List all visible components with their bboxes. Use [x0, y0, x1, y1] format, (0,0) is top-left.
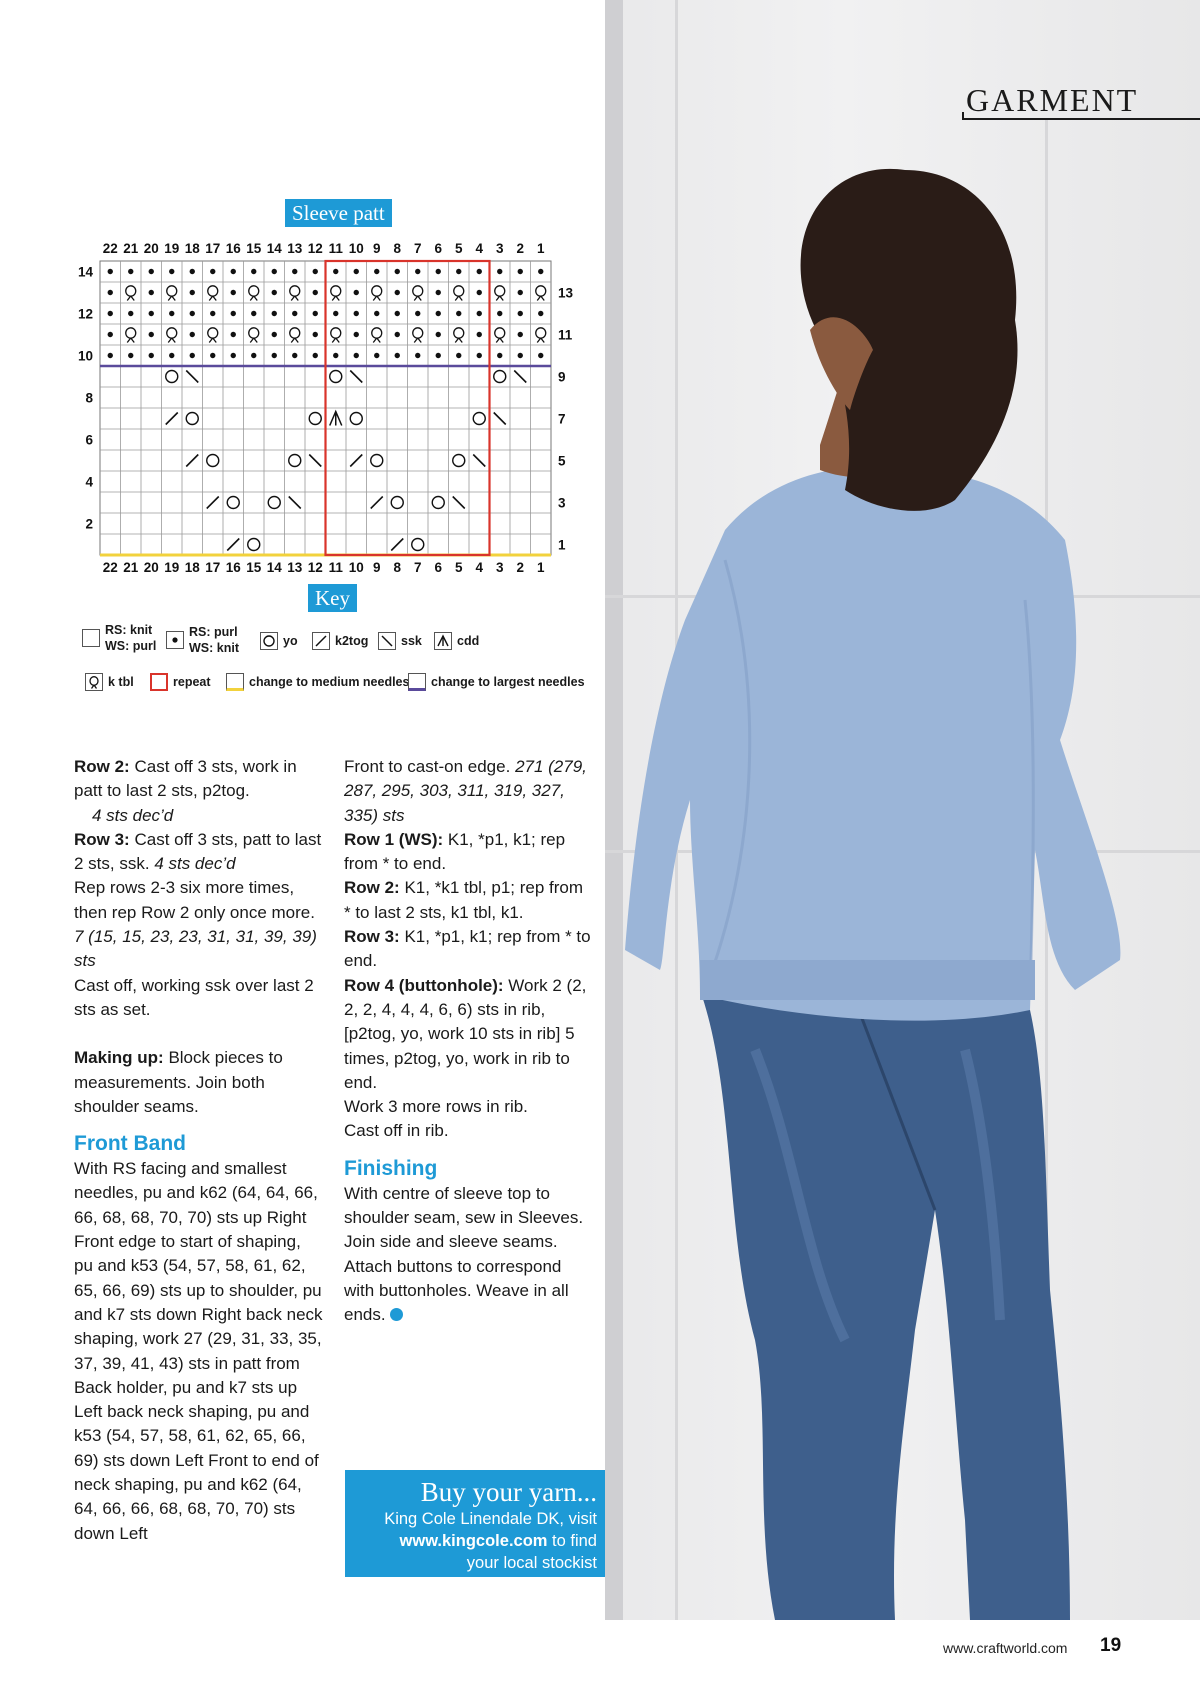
- section-title: GARMENT: [966, 82, 1139, 118]
- continued-text: Front to cast-on edge. 271 (279, 287, 295, 303, 311, 319, 327, 335) sts: [344, 757, 587, 825]
- purl-dot: [415, 311, 420, 316]
- purl-dot: [231, 290, 236, 295]
- chart-row-label: 10: [77, 348, 93, 364]
- chart-column-label: 20: [143, 241, 159, 256]
- purl-dot: [333, 311, 338, 316]
- purl-dot: [518, 311, 523, 316]
- purl-dot: [354, 311, 359, 316]
- purl-dot: [231, 332, 236, 337]
- chart-column-label: 7: [413, 560, 422, 575]
- rib-row1: Row 1 (WS): K1, *p1, k1; rep from * to end.: [344, 829, 566, 874]
- chart-row-label: 1: [558, 537, 566, 553]
- chart-column-label: 4: [475, 560, 484, 575]
- key-repeat: repeat: [150, 673, 211, 691]
- chart-column-label: 12: [307, 560, 323, 575]
- purl-dot: [415, 269, 420, 274]
- dot-icon: [166, 631, 184, 649]
- kingcole-link[interactable]: www.kingcole.com: [399, 1532, 548, 1550]
- chart-row-label: 12: [77, 306, 93, 322]
- chart-column-label: 15: [246, 560, 262, 575]
- purl-dot: [354, 353, 359, 358]
- purl-dot: [538, 269, 543, 274]
- purl-dot: [538, 353, 543, 358]
- chart-column-label: 11: [328, 241, 343, 256]
- purl-dot: [497, 269, 502, 274]
- chart-row-label: 8: [85, 390, 93, 406]
- front-band-heading: Front Band: [74, 1132, 186, 1156]
- more-rows: Work 3 more rows in rib.: [344, 1097, 528, 1117]
- buy-yarn-title: Buy your yarn...: [420, 1477, 597, 1507]
- footer-url[interactable]: www.craftworld.com: [943, 1640, 1068, 1656]
- chart-column-label: 6: [434, 241, 443, 256]
- front-band-text: With RS facing and smallest needles, pu and k62 (64, 64, 66, 66, 68, 68, 70, 70) sts up Right Front edge to start of shaping, pu and k53 (54, 57, 58, 61, 62, 65, 66, 69) sts up to shoulder, pu and k7 sts down Right back neck shaping, work 27 (29, 31, 33, 35, 37, 39, 41, 43) sts in patt from Back holder, pu and k7 sts up Left back neck shaping, pu and k53 (54, 57, 58, 61, 62, 65, 66, 69) sts down Left Front to end of neck shaping, pu and k62 (64, 64, 66, 66, 68, 68, 70, 70) sts down Left: [74, 1159, 323, 1543]
- purl-dot: [292, 311, 297, 316]
- purl-dot: [231, 311, 236, 316]
- purl-dot: [108, 290, 113, 295]
- purl-dot: [354, 332, 359, 337]
- chart-column-label: 22: [102, 241, 118, 256]
- purl-dot: [477, 269, 482, 274]
- purl-dot: [395, 290, 400, 295]
- backslash-icon: [378, 632, 396, 650]
- finishing-heading: Finishing: [344, 1156, 438, 1180]
- purl-dot: [272, 332, 277, 337]
- rib-row3: Row 3: K1, *p1, k1; rep from * to end.: [344, 927, 591, 971]
- chart-column-label: 21: [123, 560, 139, 575]
- purl-dot: [374, 353, 379, 358]
- chart-column-label: 1: [536, 241, 545, 256]
- chart-column-label: 8: [393, 241, 402, 256]
- purl-dot: [272, 353, 277, 358]
- purl-dot: [313, 290, 318, 295]
- purl-dot: [395, 311, 400, 316]
- chart-column-label: 11: [328, 560, 343, 575]
- key-knit: RS: knit WS: purl: [82, 622, 156, 654]
- chart-row-label: 14: [77, 264, 93, 280]
- purple-line-icon: [408, 673, 426, 691]
- purl-dot: [292, 353, 297, 358]
- model-photo: [605, 0, 1200, 1620]
- chart-column-label: 18: [184, 241, 200, 256]
- purl-dot: [149, 290, 154, 295]
- chart-column-label: 5: [454, 560, 463, 575]
- caret-icon: [434, 632, 452, 650]
- section-rule-tick: [962, 112, 964, 120]
- chart-column-label: 15: [246, 241, 262, 256]
- chart-column-label: 3: [495, 560, 504, 575]
- chart-row-label: 11: [558, 327, 573, 343]
- slash-icon: [312, 632, 330, 650]
- purl-dot: [354, 269, 359, 274]
- purl-dot: [251, 269, 256, 274]
- purl-dot: [190, 311, 195, 316]
- purl-dot: [190, 353, 195, 358]
- chart-column-label: 14: [266, 241, 282, 256]
- purl-dot: [272, 290, 277, 295]
- purl-dot: [149, 311, 154, 316]
- chart-column-label: 19: [164, 560, 180, 575]
- chart-column-label: 21: [123, 241, 139, 256]
- chart-column-label: 2: [516, 560, 525, 575]
- purl-dot: [210, 311, 215, 316]
- right-column: [344, 755, 594, 1328]
- row2-dec: 4 sts dec’d: [92, 805, 174, 825]
- rep-instruction: Rep rows 2-3 six more times, then rep Row 2 only once more. 7 (15, 15, 23, 23, 31, 31, 39, 39) sts: [74, 878, 317, 971]
- purl-dot: [436, 353, 441, 358]
- purl-dot: [436, 269, 441, 274]
- sleeve-chart: [65, 234, 585, 574]
- row3-instruction: Row 3: Cast off 3 sts, patt to last 2 sts, ssk. 4 sts dec’d: [74, 829, 322, 874]
- purl-dot: [169, 353, 174, 358]
- purl-dot: [436, 311, 441, 316]
- chart-column-label: 19: [164, 241, 180, 256]
- purl-dot: [313, 269, 318, 274]
- purl-dot: [374, 311, 379, 316]
- purl-dot: [231, 269, 236, 274]
- chart-column-label: 13: [287, 241, 303, 256]
- purl-dot: [169, 269, 174, 274]
- twisted-loop-icon: [85, 673, 103, 691]
- cast-off-instruction: Cast off, working ssk over last 2 sts as set.: [74, 975, 314, 1019]
- chart-column-label: 22: [102, 560, 118, 575]
- key-medium-needles: change to medium needles: [226, 673, 409, 691]
- purl-dot: [149, 353, 154, 358]
- purl-dot: [497, 311, 502, 316]
- key-ssk: ssk: [378, 632, 422, 650]
- purl-dot: [108, 353, 113, 358]
- purl-dot: [313, 332, 318, 337]
- chart-column-label: 4: [475, 241, 484, 256]
- chart-title: Sleeve patt: [285, 199, 392, 227]
- purl-dot: [292, 269, 297, 274]
- purl-dot: [518, 269, 523, 274]
- chart-column-label: 14: [266, 560, 282, 575]
- chart-column-label: 17: [205, 241, 221, 256]
- chart-row-label: 2: [85, 516, 93, 532]
- chart-column-label: 2: [516, 241, 525, 256]
- key-title: Key: [308, 584, 357, 612]
- purl-dot: [477, 290, 482, 295]
- key-largest-needles: change to largest needles: [408, 673, 585, 691]
- chart-column-label: 5: [454, 241, 463, 256]
- key-ktbl: k tbl: [85, 673, 134, 691]
- yarn-ball-icon: [390, 1308, 403, 1321]
- purl-dot: [497, 353, 502, 358]
- purl-dot: [436, 290, 441, 295]
- purl-dot: [395, 269, 400, 274]
- row2-instruction: Row 2: Cast off 3 sts, work in patt to last 2 sts, p2tog.: [74, 757, 297, 801]
- purl-dot: [456, 311, 461, 316]
- purl-dot: [354, 290, 359, 295]
- left-column: [74, 755, 324, 1546]
- purl-dot: [477, 332, 482, 337]
- chart-column-label: 3: [495, 241, 504, 256]
- chart-column-label: 16: [225, 560, 241, 575]
- purl-dot: [333, 353, 338, 358]
- purl-dot: [477, 353, 482, 358]
- purl-dot: [456, 269, 461, 274]
- purl-dot: [108, 311, 113, 316]
- purl-dot: [313, 353, 318, 358]
- purl-dot: [395, 332, 400, 337]
- chart-column-label: 8: [393, 560, 402, 575]
- empty-square-icon: [82, 629, 100, 647]
- page-number: 19: [1100, 1635, 1122, 1656]
- purl-dot: [272, 269, 277, 274]
- chart-row-label: 7: [558, 411, 566, 427]
- purl-dot: [395, 353, 400, 358]
- purl-dot: [251, 311, 256, 316]
- purl-dot: [231, 353, 236, 358]
- purl-dot: [169, 311, 174, 316]
- purl-dot: [149, 269, 154, 274]
- purl-dot: [128, 269, 133, 274]
- circle-icon: [260, 632, 278, 650]
- purl-dot: [108, 269, 113, 274]
- chart-column-label: 18: [184, 560, 200, 575]
- purl-dot: [477, 311, 482, 316]
- purl-dot: [190, 332, 195, 337]
- chart-column-label: 1: [536, 560, 545, 575]
- purl-dot: [251, 353, 256, 358]
- chart-column-label: 16: [225, 241, 241, 256]
- key-cdd: cdd: [434, 632, 479, 650]
- chart-row-label: 13: [558, 285, 574, 301]
- chart-row-label: 4: [85, 474, 93, 490]
- purl-dot: [128, 311, 133, 316]
- key-k2tog: k2tog: [312, 632, 368, 650]
- chart-row-label: 9: [558, 369, 566, 385]
- chart-column-label: 7: [413, 241, 422, 256]
- section-rule: [962, 118, 1200, 120]
- key-yo: yo: [260, 632, 298, 650]
- rib-row2: Row 2: K1, *k1 tbl, p1; rep from * to last 2 sts, k1 tbl, k1.: [344, 878, 584, 922]
- red-square-icon: [150, 673, 168, 691]
- purl-dot: [374, 269, 379, 274]
- purl-dot: [313, 311, 318, 316]
- buy-yarn-box: [345, 1470, 605, 1577]
- chart-row-label: 6: [85, 432, 93, 448]
- purl-dot: [518, 353, 523, 358]
- purl-dot: [436, 332, 441, 337]
- rib-row4: Row 4 (buttonhole): Work 2 (2, 2, 2, 4, 4, 4, 6, 6) sts in rib, [p2tog, yo, work 10 sts in rib] 5 times, p2tog, yo, work in rib to end.: [344, 975, 587, 1092]
- finishing-text: With centre of sleeve top to shoulder seam, sew in Sleeves. Join side and sleeve seams. Attach buttons to correspond with buttonholes. Weave in all ends.: [344, 1183, 584, 1325]
- purl-dot: [210, 353, 215, 358]
- yellow-line-icon: [226, 673, 244, 691]
- purl-dot: [518, 290, 523, 295]
- purl-dot: [190, 269, 195, 274]
- chart-column-label: 17: [205, 560, 221, 575]
- purl-dot: [210, 269, 215, 274]
- purl-dot: [333, 269, 338, 274]
- chart-column-label: 9: [372, 560, 381, 575]
- key-purl: RS: purl WS: knit: [166, 624, 239, 656]
- chart-column-label: 10: [348, 560, 364, 575]
- chart-column-label: 6: [434, 560, 443, 575]
- purl-dot: [456, 353, 461, 358]
- making-up: Making up: Block pieces to measurements. Join both shoulder seams.: [74, 1048, 283, 1116]
- chart-row-label: 5: [558, 453, 566, 469]
- chart-column-label: 20: [143, 560, 159, 575]
- chart-column-label: 9: [372, 241, 381, 256]
- purl-dot: [190, 290, 195, 295]
- chart-row-label: 3: [558, 495, 566, 511]
- buy-yarn-text: King Cole Linendale DK, visit www.kingcole.com to find your local stockist: [384, 1510, 597, 1572]
- purl-dot: [415, 353, 420, 358]
- purl-dot: [538, 311, 543, 316]
- purl-dot: [272, 311, 277, 316]
- chart-column-label: 12: [307, 241, 323, 256]
- chart-column-label: 13: [287, 560, 303, 575]
- purl-dot: [149, 332, 154, 337]
- purl-dot: [108, 332, 113, 337]
- chart-column-label: 10: [348, 241, 364, 256]
- purl-dot: [518, 332, 523, 337]
- purl-dot: [128, 353, 133, 358]
- cast-off-rib: Cast off in rib.: [344, 1121, 449, 1141]
